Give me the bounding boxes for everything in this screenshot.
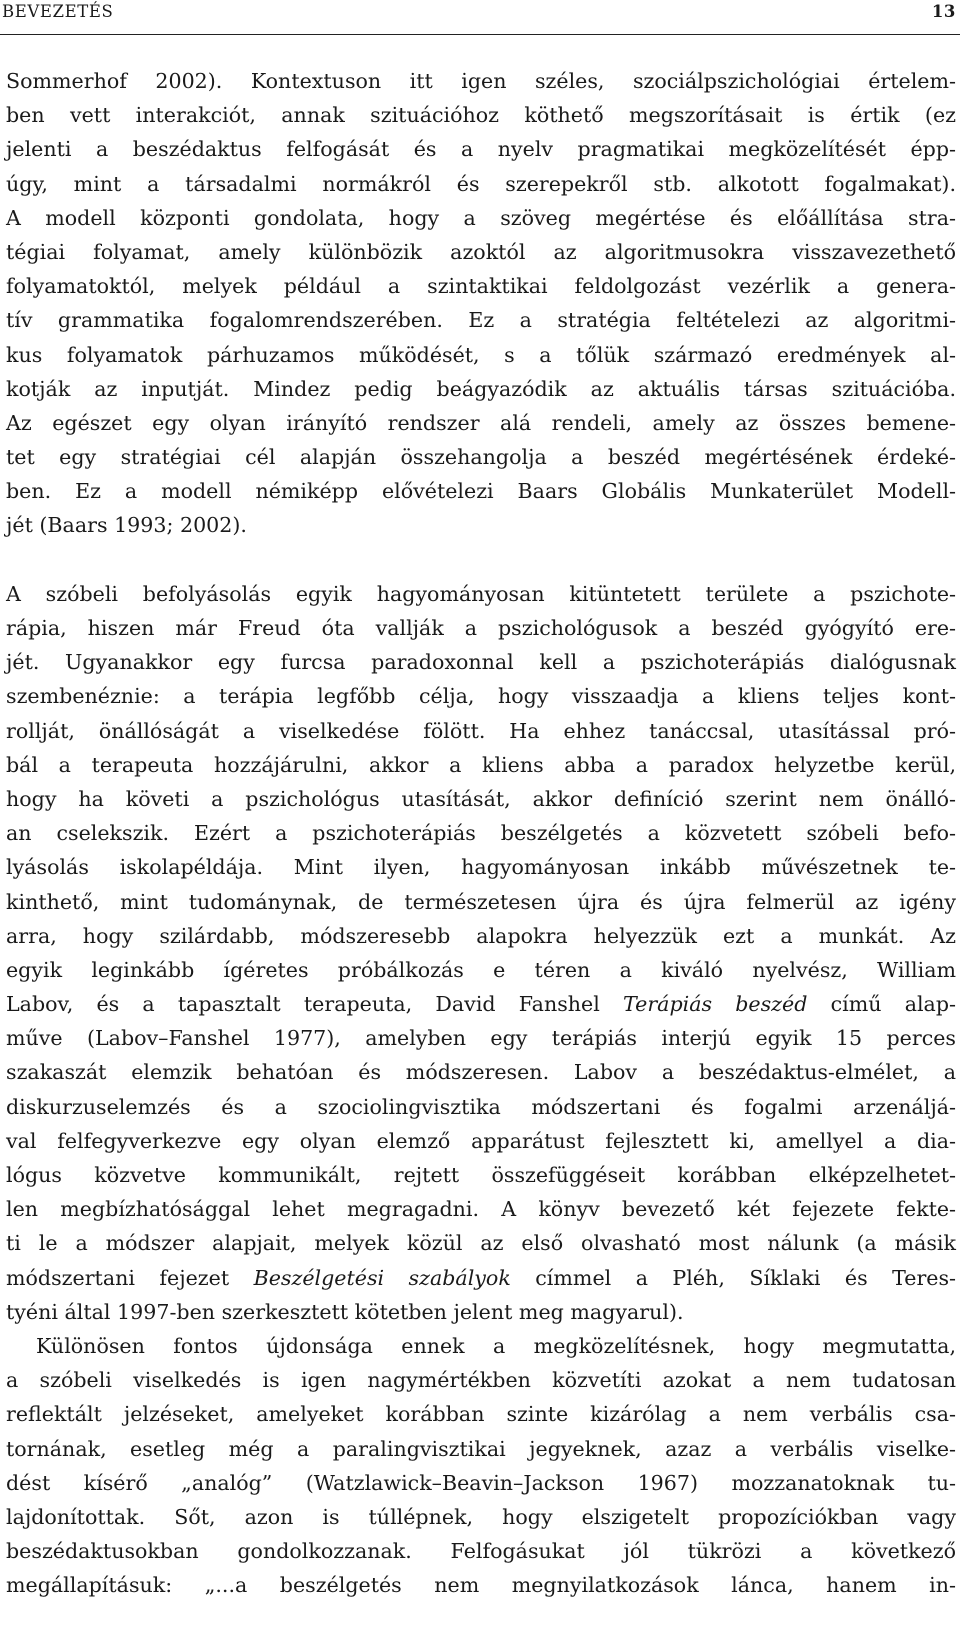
text-line: tív grammatika fogalomrendszerében. Ez a stratégia feltételezi az algoritmi- [6,308,956,333]
text-line: folyamatoktól, melyek például a szintaktikai feldolgozást vezérlik a genera- [6,274,956,299]
text-line: ben. Ez a modell némiképp elővételezi Baars Globális Munkaterület Modell- [6,479,956,504]
text-segment: című alap- [807,992,956,1017]
text-line: lyásolás iskolapéldája. Mint ilyen, hagyományosan inkább művészetnek te- [6,855,956,880]
text-line: beszédaktusokban gondolkozzanak. Felfogásukat jól tükrözi a következő [6,1539,956,1564]
text-line: rápia, hiszen már Freud óta vallják a pszichológusok a beszéd gyógyító ere- [6,616,956,640]
text-line: tégiai folyamat, amely különbözik azoktól az algoritmusokra visszavezethető [6,239,956,264]
text-line: egyik leginkább ígéretes próbálkozás e téren a kiváló nyelvész, William [6,957,956,982]
text-line: kus folyamatok párhuzamos működését, s a tőlük származó eredmények al- [6,342,956,367]
text-line: szembenéznie: a terápia legfőbb célja, hogy visszaadja a kliens teljes kont- [6,684,956,709]
text-line: val felfegyverkezve egy olyan elemző apparátust fejlesztett ki, amellyel a dia- [6,1128,956,1153]
text-line: len megbízhatósággal lehet megragadni. A könyv bevezető két fejezete fekte- [6,1197,956,1222]
page-number: 13 [931,2,956,21]
text-segment: Labov, és a tapasztalt terapeuta, David Fanshel [6,992,623,1017]
text-line: jét. Ugyanakkor egy furcsa paradoxonnal kell a pszichoterápiás dialógusnak [6,650,956,675]
text-line: arra, hogy szilárdabb, módszeresebb alapokra helyezzük ezt a munkát. Az [6,923,956,948]
text-line: dést kísérő „analóg” (Watzlawick–Beavin–Jackson 1967) mozzanatoknak tu- [6,1470,956,1495]
text-line: lógus közvetve kommunikált, rejtett összefüggéseit korábban elképzelhetet- [6,1163,956,1187]
text-line: műve (Labov–Fanshel 1977), amelyben egy terápiás interjú egyik 15 perces [6,1026,956,1051]
text-line: a szóbeli viselkedés is igen nagymértékben közvetíti azokat a nem tudatosan [6,1368,956,1393]
text-segment: módszertani fejezet [6,1265,254,1290]
text-line: lajdonítottak. Sőt, azon is túllépnek, hogy elszigetelt propozíciókban vagy [6,1504,956,1529]
chapter-title: BEVEZETÉS [2,2,114,21]
text-line: rollját, önállóságát a viselkedése fölött. Ha ehhez tanáccsal, utasítással pró- [6,718,956,743]
paragraph-3 [6,1329,956,1603]
text-line: hogy ha követi a pszichológus utasítását, akkor definíció szerint nem önálló- [6,786,956,811]
section-break [6,543,956,577]
text-line: jelenti a beszédaktus felfogását és a nyelv pragmatikai megközelítését épp- [6,137,956,162]
text-line: ti le a módszer alapjait, melyek közül az első olvasható most nálunk (a másik [6,1231,956,1256]
text-line: Különösen fontos újdonsága ennek a megközelítésnek, hogy megmutatta, [36,1333,956,1358]
text-line: tornának, esetleg még a paralingvisztikai jegyeknek, azaz a verbális viselke- [6,1436,956,1461]
text-segment: címmel a Pléh, Síklaki és Teres- [510,1265,956,1290]
text-line: szakaszát elemzik behatóan és módszeresen. Labov a beszédaktus-elmélet, a [6,1060,956,1085]
paragraph-1 [6,64,956,543]
text-line: A szóbeli befolyásolás egyik hagyományosan kitüntetett területe a pszichote- [6,581,956,606]
text-line: kotják az inputját. Mindez pedig beágyazódik az aktuális társas szituációba. [6,376,956,401]
text-line: jét (Baars 1993; 2002). [6,513,247,538]
text-line: reflektált jelzéseket, amelyeket korábban szinte kizárólag a nem verbális csa- [6,1402,956,1427]
text-line: ben vett interakciót, annak szituációhoz köthető megszorításait is értik (ez [6,103,956,128]
text-line: diskurzuselemzés és a szociolingvisztika módszertani és fogalmi arzenáljá- [6,1094,956,1119]
text-line: bál a terapeuta hozzájárulni, akkor a kliens abba a paradox helyzetbe kerül, [6,752,956,777]
paragraph-2 [6,577,956,1329]
text-line: A modell központi gondolata, hogy a szöveg megértése és előállítása stra- [6,205,956,230]
text-line: Az egészet egy olyan irányító rendszer alá rendeli, amely az összes bemene- [6,410,956,435]
text-line: Sommerhof 2002). Kontextuson itt igen széles, szociálpszichológiai értelem- [6,69,956,93]
book-title: Terápiás beszéd [623,992,808,1017]
text-line: megállapításuk: „...a beszélgetés nem megnyilatkozások lánca, hanem in- [6,1573,956,1598]
text-line [6,1261,956,1295]
text-line [6,987,956,1021]
text-line: úgy, mint a társadalmi normákról és szerepekről stb. alkotott fogalmakat). [6,171,956,196]
book-title: Beszélgetési szabályok [253,1265,511,1290]
text-line: tyéni által 1997-ben szerkesztett kötetben jelent meg magyarul). [6,1299,684,1324]
text-line: kinthető, mint tudománynak, de természetesen újra és újra felmerül az igény [6,889,956,914]
running-header [0,0,960,35]
text-line: an cselekszik. Ezért a pszichoterápiás beszélgetés a közvetett szóbeli befo- [6,821,956,846]
text-line: tet egy stratégiai cél alapján összehangolja a beszéd megértésének érdeké- [6,445,956,470]
body-text [6,64,956,1602]
